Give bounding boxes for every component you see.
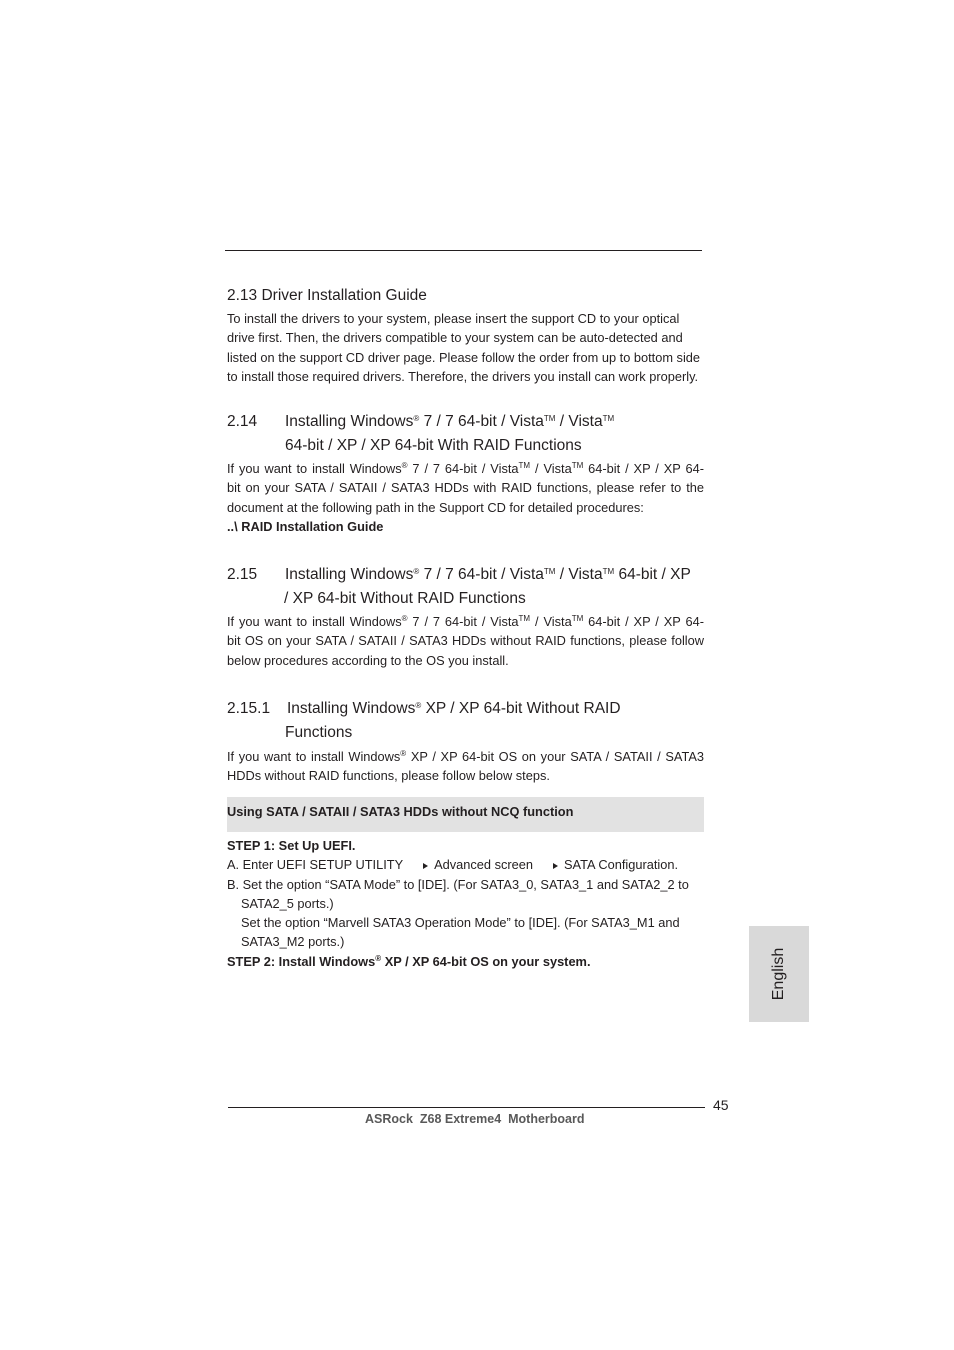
paragraph-line: to install those required drivers. Therefore, the drivers you install can work properly.: [227, 368, 699, 384]
arrow-right-icon: [553, 863, 558, 869]
paragraph-line: bit on your SATA / SATAII / SATA3 HDDs with RAID functions, please refer to the: [227, 480, 704, 496]
step-b-line: SATA2_5 ports.): [241, 895, 334, 911]
heading-text: 7 / 7 64-bit / Vista: [419, 413, 544, 430]
section-number: 2.14: [227, 413, 258, 430]
step-b-line: B. Set the option “SATA Mode” to [IDE]. (For SATA3_0, SATA3_1 and SATA2_2 to: [227, 876, 689, 892]
paragraph-line: document at the following path in the Support CD for detailed procedures:: [227, 499, 644, 515]
text: 64-bit / XP / XP 64-: [583, 614, 704, 629]
step-a: [227, 855, 707, 874]
text: STEP 2: Install Windows: [227, 953, 376, 969]
paragraph-line: listed on the support CD driver page. Please follow the order from up to bottom side: [227, 349, 701, 365]
section-2-13-heading: 2.13 Driver Installation Guide: [227, 287, 427, 304]
paragraph-line: bit OS on your SATA / SATAII / SATA3 HDDs without RAID functions, please follow: [227, 633, 704, 649]
paragraph-line: [227, 459, 704, 478]
page-number: 45: [713, 1097, 729, 1113]
heading-text: 7 / 7 64-bit / Vista: [419, 566, 544, 583]
footer-rule: [228, 1107, 705, 1108]
registered-mark: ®: [413, 414, 420, 423]
section-2-15-title-line-2: / XP 64-bit Without RAID Functions: [284, 590, 526, 607]
step-b-line: Set the option “Marvell SATA3 Operation Mode” to [IDE]. (For SATA3_M1 and: [241, 915, 680, 931]
section-2-14-heading: [227, 410, 257, 434]
language-tab: [749, 926, 809, 1022]
section-2-15-1-title-line-1: [287, 697, 621, 721]
trademark-mark: TM: [571, 614, 584, 623]
section-2-15-1-title-line-2: Functions: [285, 724, 353, 741]
text: / Vista: [530, 614, 572, 629]
section-number: 2.15: [227, 566, 258, 583]
trademark-mark: TM: [543, 567, 556, 576]
text: XP / XP 64-bit OS on your SATA / SATAII / SATA3: [406, 749, 704, 764]
section-2-15-body: [227, 612, 704, 670]
paragraph-line: [227, 747, 704, 766]
trademark-mark: TM: [543, 414, 556, 423]
text: A. Enter UEFI SETUP UTILITY: [227, 857, 404, 873]
heading-text: / Vista: [555, 413, 603, 430]
text: 7 / 7 64-bit / Vista: [407, 614, 519, 629]
trademark-mark: TM: [571, 461, 584, 470]
heading-text: Installing Windows: [285, 413, 414, 430]
paragraph-line: [227, 612, 704, 631]
text: If you want to install Windows: [227, 614, 402, 629]
heading-text: 64-bit / XP: [614, 566, 691, 583]
section-2-15-title-line-1: [285, 563, 691, 587]
text: If you want to install Windows: [227, 461, 402, 476]
registered-mark: ®: [415, 701, 422, 710]
text: 64-bit / XP / XP 64-: [583, 461, 704, 476]
section-2-13-body: [227, 309, 707, 386]
text: 7 / 7 64-bit / Vista: [407, 461, 519, 476]
section-2-15-heading: [227, 563, 257, 587]
registered-mark: ®: [375, 953, 382, 963]
file-path: ..\ RAID Installation Guide: [227, 518, 384, 534]
header-rule: [225, 250, 702, 251]
heading-text: XP / XP 64-bit Without RAID: [421, 700, 621, 717]
paragraph-line: HDDs without RAID functions, please follow below steps.: [227, 768, 550, 784]
trademark-mark: TM: [602, 414, 615, 423]
footer-product: ASRock Z68 Extreme4 Motherboard: [365, 1112, 585, 1126]
section-number: 2.15.1: [227, 700, 271, 717]
text: XP / XP 64-bit OS on your system.: [381, 953, 591, 969]
paragraph-line: To install the drivers to your system, please insert the support CD to your optical: [227, 311, 680, 326]
registered-mark: ®: [401, 614, 408, 623]
section-2-14-title-line-2: 64-bit / XP / XP 64-bit With RAID Functions: [285, 437, 582, 454]
section-2-14-title-line-1: [285, 410, 614, 434]
text: If you want to install Windows: [227, 749, 401, 764]
trademark-mark: TM: [518, 614, 531, 623]
paragraph-line: below procedures according to the OS you install.: [227, 652, 509, 668]
language-tab-label: English: [770, 947, 787, 1001]
text: / Vista: [530, 461, 572, 476]
registered-mark: ®: [400, 749, 407, 758]
note-bar: [227, 797, 704, 832]
step-1-heading: STEP 1: Set Up UEFI.: [227, 838, 356, 853]
paragraph-line: drive first. Then, the drivers compatible to your system can be auto-detected and: [227, 330, 683, 346]
heading-text: / Vista: [555, 566, 603, 583]
text: SATA Configuration.: [564, 857, 679, 873]
arrow-right-icon: [423, 863, 428, 869]
note-bar-text: Using SATA / SATAII / SATA3 HDDs without NCQ function: [227, 804, 574, 819]
section-2-15-1-body: [227, 747, 704, 786]
trademark-mark: TM: [602, 567, 615, 576]
step-b-line: SATA3_M2 ports.): [241, 934, 345, 950]
registered-mark: ®: [413, 567, 420, 576]
heading-text: Installing Windows: [287, 700, 416, 717]
section-2-14-body: [227, 459, 704, 536]
trademark-mark: TM: [518, 461, 531, 470]
text: Advanced screen: [434, 857, 534, 873]
registered-mark: ®: [401, 461, 408, 470]
step-2-heading: [227, 952, 707, 971]
heading-text: Installing Windows: [285, 566, 414, 583]
section-2-15-1-heading: [227, 697, 270, 721]
steps-block: [227, 836, 707, 971]
